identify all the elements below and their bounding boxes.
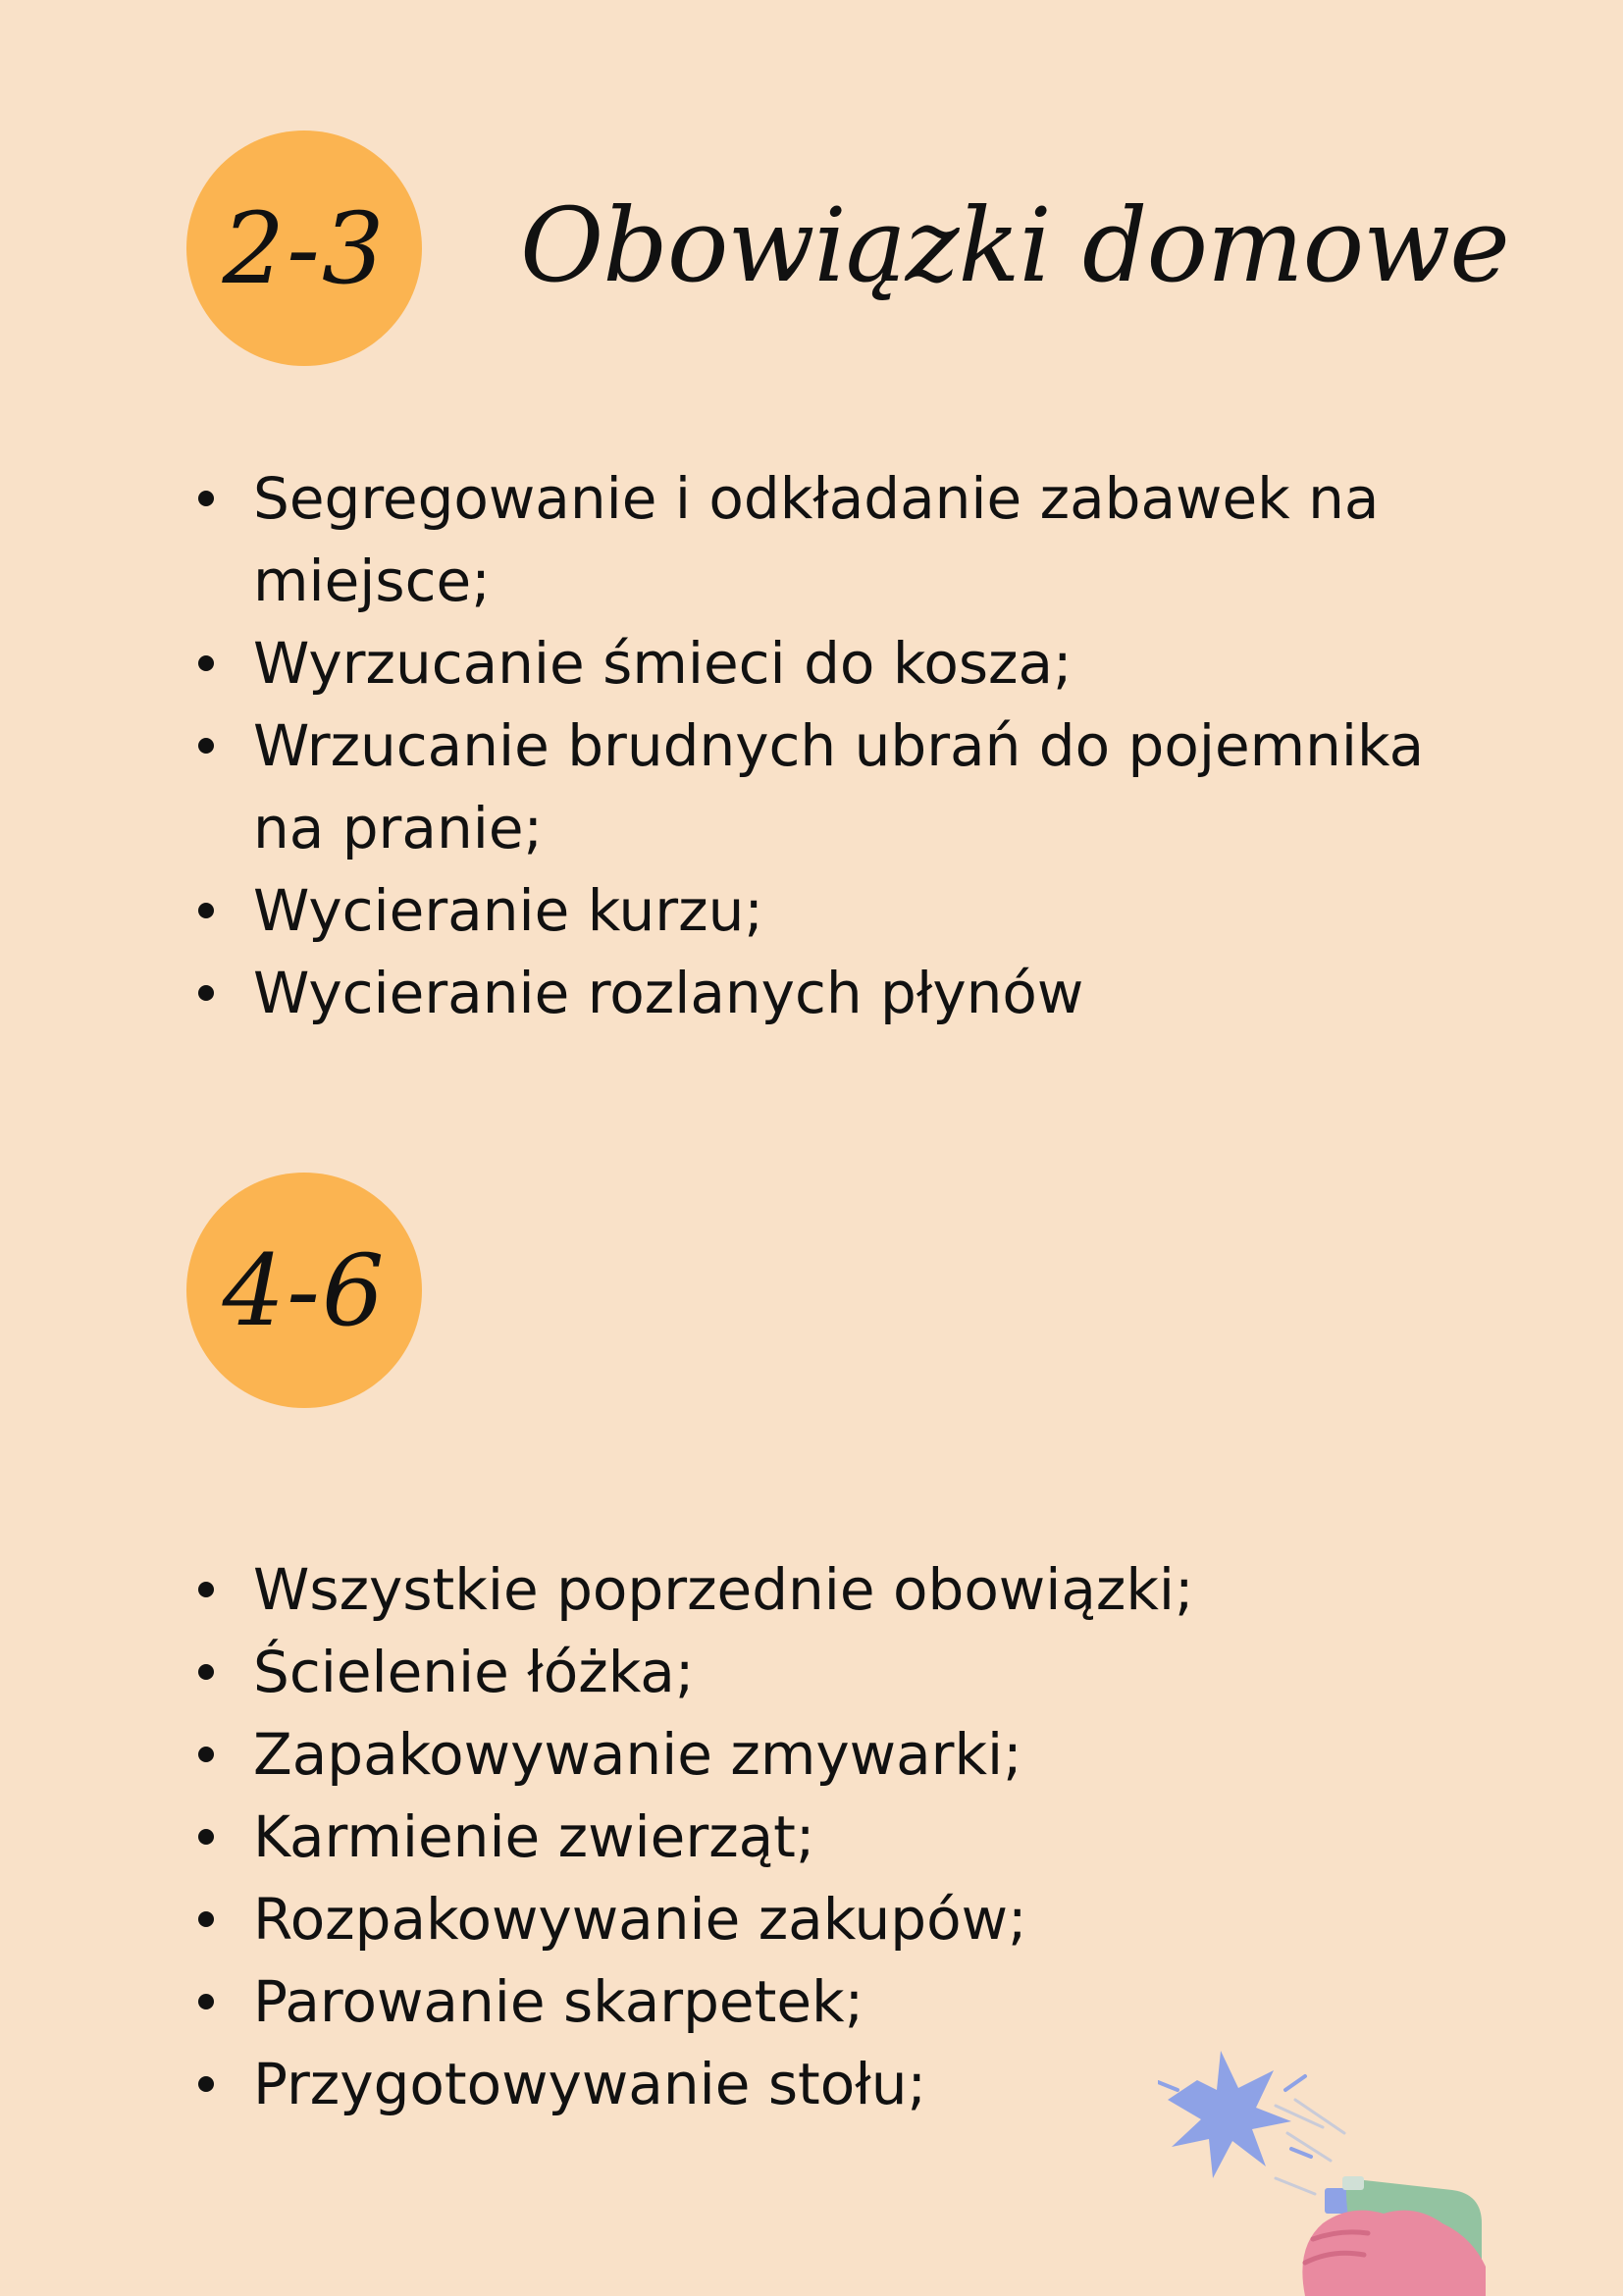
list-item: Ścielenie łóżka; [186,1631,1501,1713]
list-item: Wycieranie kurzu; [186,869,1501,952]
list-item: Segregowanie i odkładanie zabawek na miejsce; [186,457,1501,622]
age-badge-label: 2-3 [222,190,387,306]
splash-icon [1158,2051,1344,2194]
list-item: Przygotowywanie stołu; [186,2043,1501,2125]
page-title: Obowiązki domowe [520,185,1509,305]
list-item: Zapakowywanie zmywarki; [186,1713,1501,1796]
age-badge-2-3 [186,130,422,366]
list-item: Wszystkie poprzednie obowiązki; [186,1548,1501,1631]
chores-list-2-3 [186,457,1501,1034]
list-item: Wycieranie rozlanych płynów [186,952,1501,1034]
spray-bottle-icon [1158,2031,1623,2296]
age-badge-label: 4-6 [222,1232,387,1348]
list-item: Parowanie skarpetek; [186,1960,1501,2043]
list-item: Rozpakowywanie zakupów; [186,1878,1501,1960]
age-badge-4-6 [186,1173,422,1408]
list-item: Wrzucanie brudnych ubrań do pojemnika na pranie; [186,704,1501,869]
list-item: Karmienie zwierząt; [186,1796,1501,1878]
list-item: Wyrzucanie śmieci do kosza; [186,622,1501,704]
